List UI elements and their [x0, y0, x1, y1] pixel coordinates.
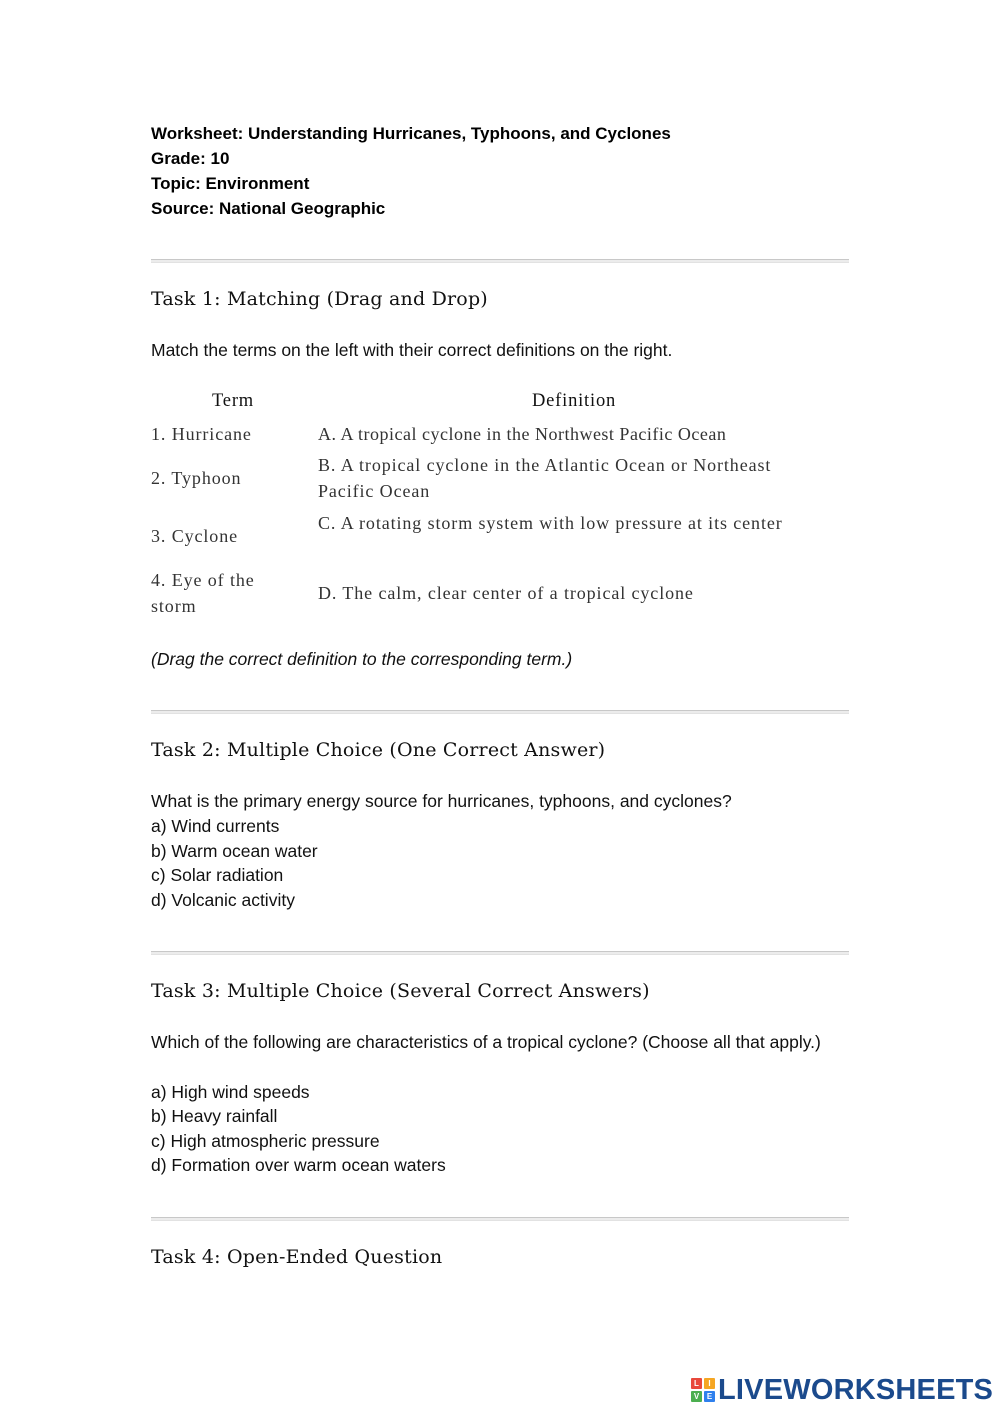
- task3-option-d[interactable]: d) Formation over warm ocean waters: [151, 1155, 446, 1175]
- task3-option-c[interactable]: c) High atmospheric pressure: [151, 1131, 380, 1151]
- definition-b[interactable]: B. A tropical cyclone in the Atlantic Ocean or Northeast Pacific Ocean: [318, 455, 772, 501]
- section-divider: [151, 710, 849, 714]
- section-divider: [151, 259, 849, 263]
- term-column-header: Term: [212, 391, 254, 411]
- logo-mark-l: L: [691, 1378, 702, 1389]
- definition-d[interactable]: D. The calm, clear center of a tropical cyclone: [318, 583, 694, 603]
- definition-a[interactable]: A. A tropical cyclone in the Northwest Pacific Ocean: [318, 424, 727, 444]
- task1-title: Task 1: Matching (Drag and Drop): [151, 288, 488, 310]
- task1-instruction: Match the terms on the left with their correct definitions on the right.: [151, 340, 673, 360]
- logo-text: LIVEWORKSHEETS: [718, 1373, 994, 1406]
- grade-label: Grade: 10: [151, 149, 230, 168]
- section-divider: [151, 1217, 849, 1221]
- logo-mark-icon: [691, 1378, 715, 1402]
- definition-c[interactable]: C. A rotating storm system with low pressure at its center: [318, 513, 783, 533]
- task2-option-b[interactable]: b) Warm ocean water: [151, 841, 318, 861]
- task2-title: Task 2: Multiple Choice (One Correct Answer): [151, 739, 606, 761]
- term-typhoon[interactable]: 2. Typhoon: [151, 468, 242, 488]
- logo-mark-e: E: [704, 1391, 715, 1402]
- task3-option-a[interactable]: a) High wind speeds: [151, 1082, 310, 1102]
- section-divider: [151, 951, 849, 955]
- logo-mark-v: V: [691, 1391, 702, 1402]
- term-hurricane[interactable]: 1. Hurricane: [151, 424, 252, 444]
- task2-option-a[interactable]: a) Wind currents: [151, 816, 280, 836]
- task4-title: Task 4: Open-Ended Question: [151, 1246, 443, 1268]
- term-cyclone[interactable]: 3. Cyclone: [151, 526, 238, 546]
- logo-mark-i: I: [704, 1378, 715, 1389]
- source-label: Source: National Geographic: [151, 199, 386, 218]
- topic-label: Topic: Environment: [151, 174, 310, 193]
- task3-question: Which of the following are characteristics of a tropical cyclone? (Choose all that apply.): [151, 1032, 821, 1052]
- definition-column-header: Definition: [532, 391, 617, 411]
- task2-question: What is the primary energy source for hurricanes, typhoons, and cyclones?: [151, 791, 732, 811]
- task3-title: Task 3: Multiple Choice (Several Correct Answers): [151, 980, 650, 1002]
- liveworksheets-logo: [691, 1373, 993, 1407]
- task2-option-c[interactable]: c) Solar radiation: [151, 865, 284, 885]
- task3-option-b[interactable]: b) Heavy rainfall: [151, 1106, 278, 1126]
- task2-option-d[interactable]: d) Volcanic activity: [151, 890, 295, 910]
- task1-note: (Drag the correct definition to the corresponding term.): [151, 649, 573, 669]
- worksheet-title: Worksheet: Understanding Hurricanes, Typhoons, and Cyclones: [151, 124, 671, 143]
- term-eye-of-the-storm[interactable]: 4. Eye of the storm: [151, 570, 255, 616]
